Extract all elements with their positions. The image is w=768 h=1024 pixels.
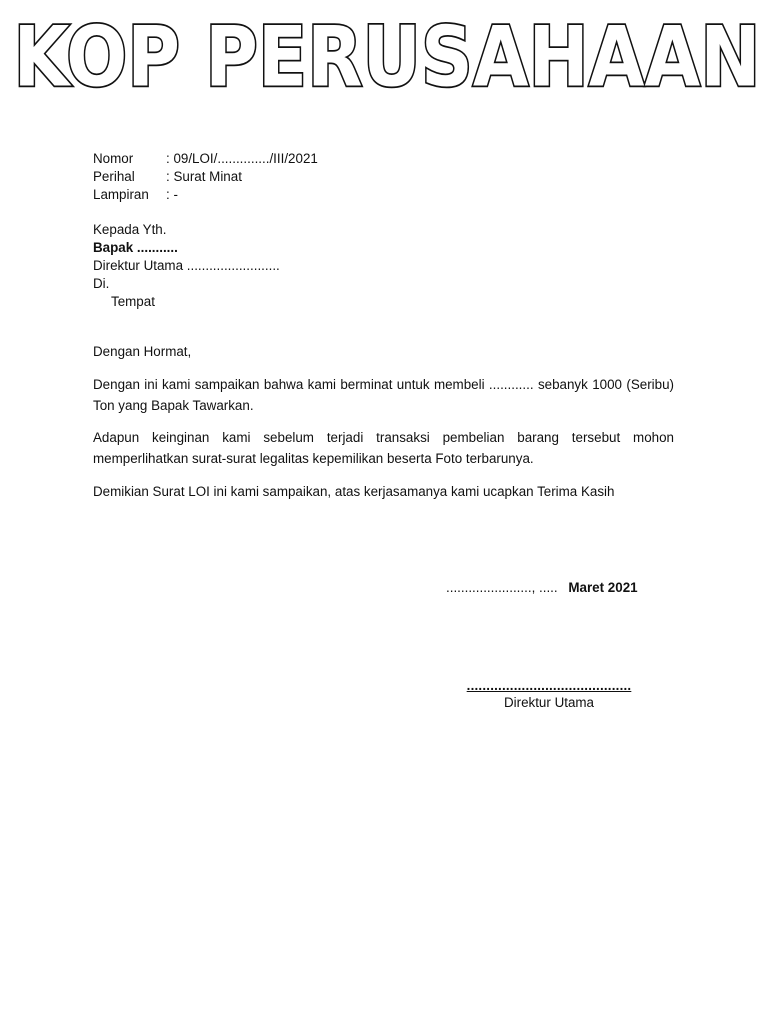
letter-metadata [93,150,393,204]
date-place-placeholder: ......................., ..... [446,580,558,595]
recipient-address [93,221,413,311]
body-paragraph: Dengan ini kami sampaikan bahwa kami berminat untuk membeli ............ sebanyk 1000 (Seribu) Ton yang Bapak Tawarkan. [93,377,674,413]
lampiran-row [93,186,393,204]
signature-title: Direktur Utama [503,695,595,710]
signature-name-placeholder: .......................................... [466,678,632,693]
signature-block [459,677,639,712]
nomor-label: Nomor [93,151,134,166]
recipient-location-prefix: Di. [93,276,110,291]
date-month-year: Maret 2021 [568,580,638,595]
salutation: Dengan Hormat, [93,344,192,359]
body-paragraph: Adapun keinginan kami sebelum terjadi transaksi pembelian barang tersebut mohon memperlihatkan surat-surat legalitas kepemilikan beserta Foto terbarunya. [93,430,674,466]
nomor-row [93,150,393,168]
lampiran-value: : - [166,187,178,202]
recipient-title: Direktur Utama ......................... [93,258,280,273]
lampiran-label: Lampiran [93,187,149,202]
recipient-greeting: Kepada Yth. [93,222,167,237]
perihal-value: : Surat Minat [166,169,242,184]
perihal-label: Perihal [93,169,135,184]
recipient-name: Bapak ........... [93,240,178,255]
nomor-value: : 09/LOI/............../III/2021 [166,151,318,166]
body-paragraph: Demikian Surat LOI ini kami sampaikan, atas kerjasamanya kami ucapkan Terima Kasih [93,484,615,499]
letterhead-outline-text [13,9,761,106]
company-letterhead [13,9,761,106]
perihal-row [93,168,393,186]
letterhead-text: KOP PERUSAHAAN [13,9,761,106]
recipient-location: Tempat [111,294,155,309]
letter-date [446,579,656,597]
